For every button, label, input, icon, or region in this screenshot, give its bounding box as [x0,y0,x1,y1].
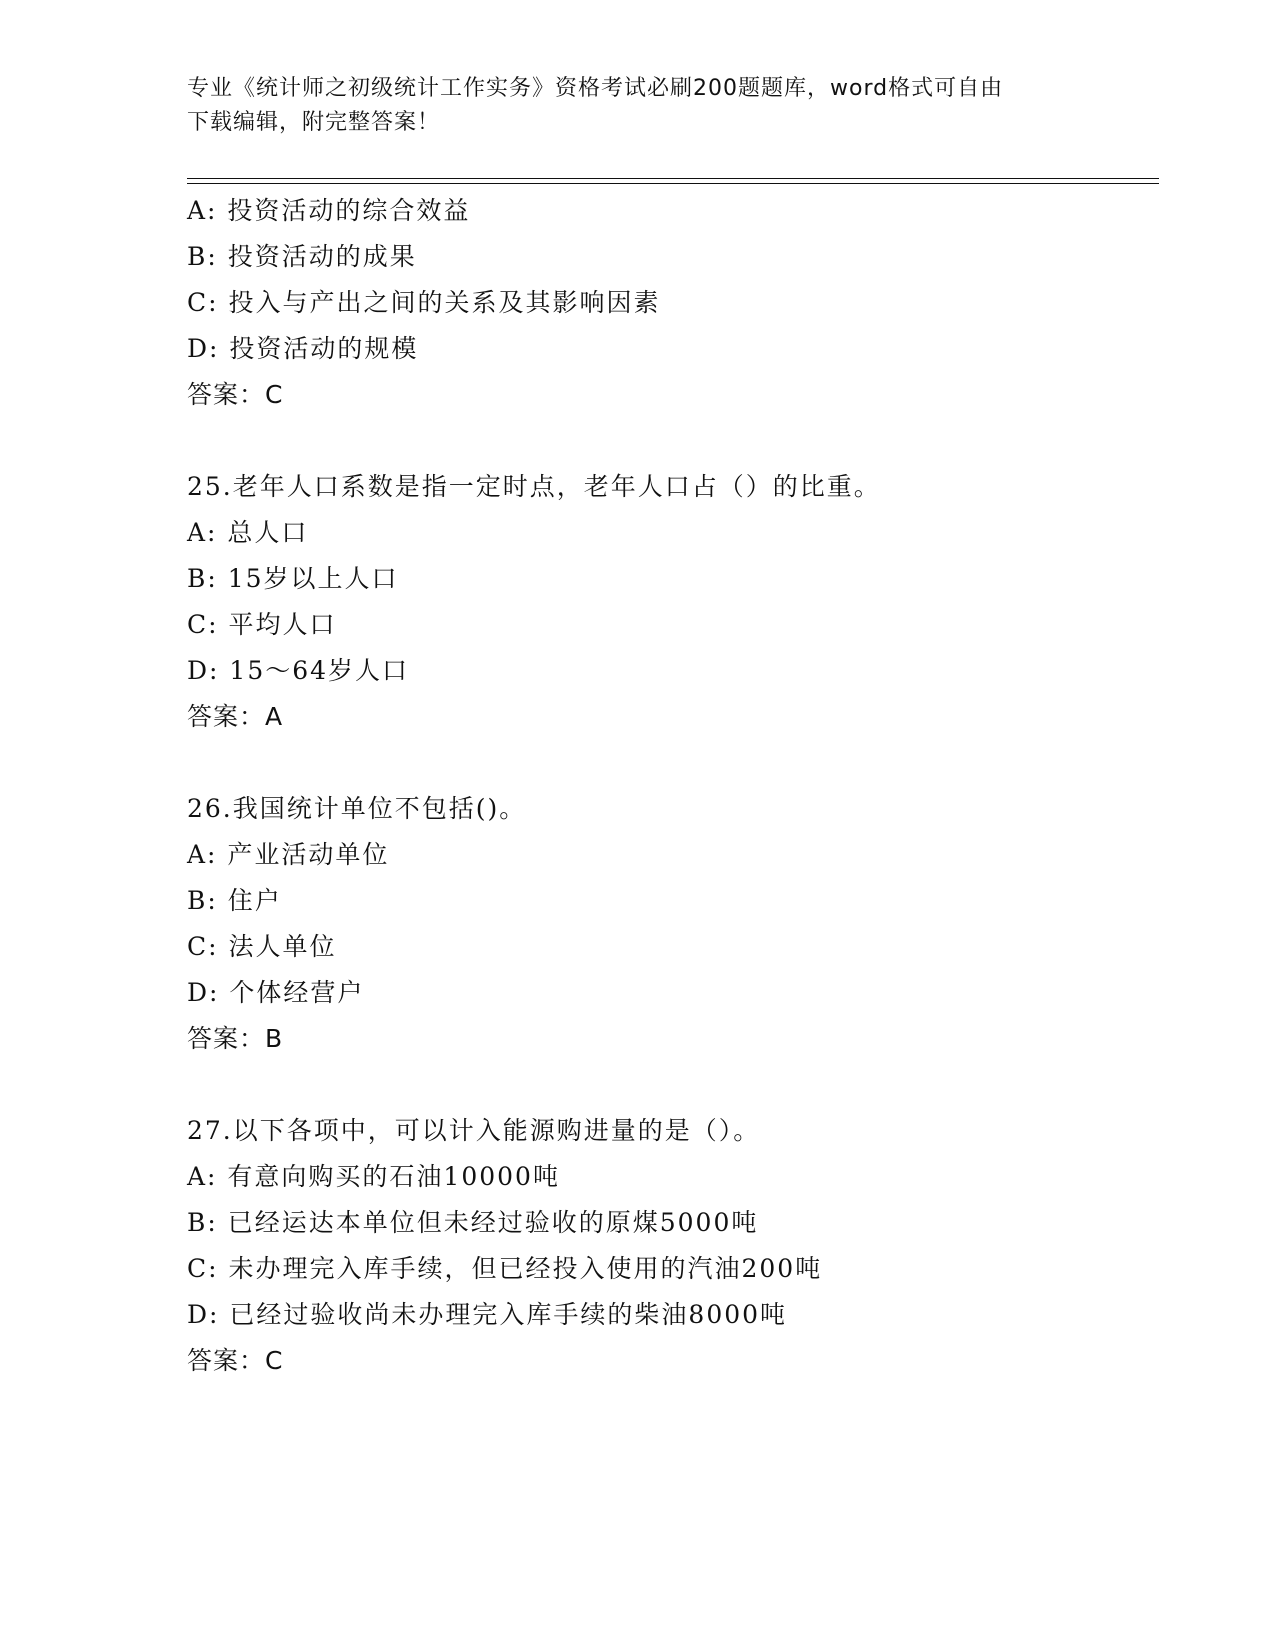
option-b: B: 住户 [187,886,282,915]
option-d: D: 投资活动的规模 [187,334,419,363]
option-a: A: 产业活动单位 [187,840,390,869]
option-b: B: 投资活动的成果 [187,242,417,271]
block-spacer [187,418,1167,464]
answer: 答案：C [187,1346,284,1375]
option-c: C: 平均人口 [187,610,337,639]
question-text: 27.以下各项中，可以计入能源购进量的是（）。 [187,1116,761,1145]
answer: 答案：B [187,1024,284,1053]
question-block [187,464,1167,740]
option-a: A: 总人口 [187,518,309,547]
question-list [187,188,1167,1384]
question-block [187,188,1167,418]
header-divider [187,178,1159,184]
question-text: 25.老年人口系数是指一定时点，老年人口占（）的比重。 [187,472,881,501]
option-b: B: 15岁以上人口 [187,564,399,593]
option-a: A: 有意向购买的石油10000吨 [187,1162,560,1191]
option-d: D: 个体经营户 [187,978,365,1007]
question-block [187,786,1167,1062]
option-d: D: 已经过验收尚未办理完入库手续的柴油8000吨 [187,1300,788,1329]
block-spacer [187,740,1167,786]
answer: 答案：A [187,702,284,731]
answer: 答案：C [187,380,284,409]
document-header [187,72,1087,140]
header-title-line-1: 专业《统计师之初级统计工作实务》资格考试必刷200题题库，word格式可自由 [187,76,1004,101]
option-c: C: 法人单位 [187,932,337,961]
option-c: C: 未办理完入库手续，但已经投入使用的汽油200吨 [187,1254,823,1283]
option-c: C: 投入与产出之间的关系及其影响因素 [187,288,661,317]
question-text: 26.我国统计单位不包括()。 [187,794,527,823]
block-spacer [187,1062,1167,1108]
option-a: A: 投资活动的综合效益 [187,196,471,225]
question-block [187,1108,1167,1384]
header-title-line-2: 下载编辑，附完整答案！ [187,110,441,135]
option-b: B: 已经运达本单位但未经过验收的原煤5000吨 [187,1208,759,1237]
option-d: D: 15～64岁人口 [187,656,410,685]
